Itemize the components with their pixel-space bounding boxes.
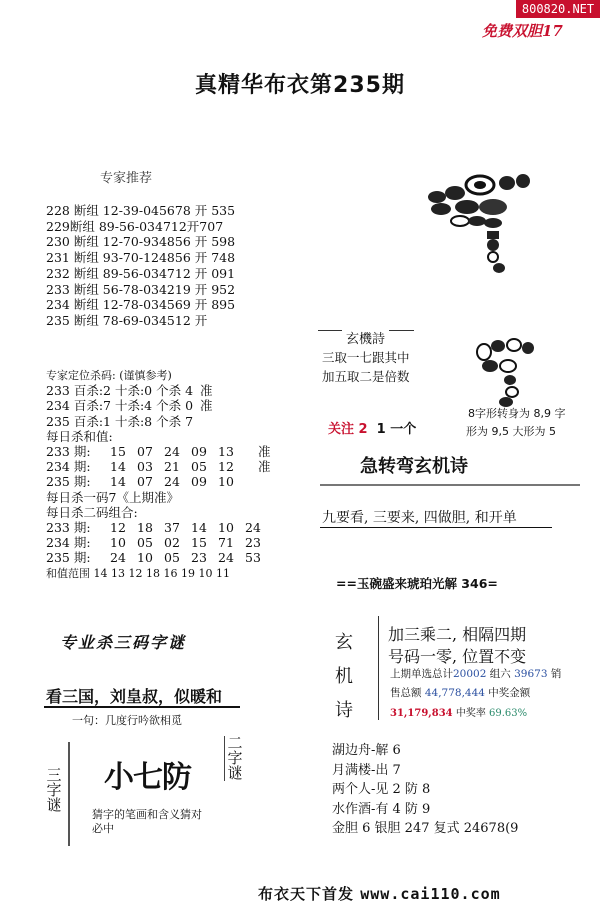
history-row: 231 断组 93-70-124856 开 748: [46, 250, 236, 266]
bowl-line: ==玉碗盛来琥珀光解 346=: [336, 576, 498, 591]
history-list: [46, 203, 235, 329]
riddle-main: 小七防: [104, 760, 191, 795]
range-row: 和值范围 14 13 12 18 16 19 10 11: [46, 566, 230, 580]
poem-line: 号码一零, 位置不变: [388, 647, 527, 666]
kill3-title: 专业杀三码字谜: [60, 633, 187, 652]
history-row: 233 断组 56-78-034219 开 952: [46, 281, 236, 297]
tally-line: 上期单选总计20002 组六 39673 销: [390, 668, 562, 680]
sum-row: 233 期: 15 07 24 09 13 准: [46, 444, 271, 460]
clue-item: 水作酒-有 4 防 9: [332, 801, 431, 817]
xuanji-title: 玄機詩: [342, 328, 389, 347]
sum-row: 234 期: 14 03 21 05 12 准: [46, 459, 271, 475]
clue-item: 金胆 6 银胆 247 复式 24678(9: [332, 821, 519, 836]
footer-link[interactable]: www.cai110.com: [360, 885, 501, 903]
poem-line: 加三乘二, 相隔四期: [388, 625, 527, 644]
kill-stats: [46, 368, 272, 581]
promo-text: 免费双胆17: [482, 22, 563, 40]
tally-line: 售总额 44,778,444 中奖金额: [390, 687, 531, 699]
divider: [378, 616, 379, 720]
clue-item: 月满楼-出 7: [332, 762, 401, 778]
two-row: 234 期: 10 05 02 15 71 23: [46, 535, 261, 551]
footer: 布衣天下首发 www.cai110.com: [258, 885, 501, 903]
xuanji-line: 加五取二是倍数: [322, 369, 410, 384]
follow-line: 关注 2 1 一个: [328, 422, 417, 437]
kill-heading: 专家定位杀码: (谨慎参考): [46, 369, 172, 382]
riddle-hint: 一句：几度行吟欲相觅: [72, 714, 182, 727]
tally-line: 31,179,834 中奖率 69.63%: [390, 708, 528, 719]
two-heading: 每日杀二码组合:: [46, 504, 138, 520]
kill-row: 234 百杀:7 十杀:4 个杀 0 准: [46, 398, 213, 414]
history-row: 235 断组 78-69-034512 开: [46, 312, 208, 328]
sharp-turn-title: 急转弯玄机诗: [360, 456, 468, 477]
two-row: 235 期: 24 10 05 23 24 53: [46, 550, 261, 566]
clue-item: 两个人-见 2 防 8: [332, 782, 431, 797]
history-row: 229断组 89-56-034712开707: [46, 218, 224, 234]
sanguo-riddle: 看三国，刘皇叔，似暖和: [46, 687, 223, 706]
history-row: 234 断组 12-78-034569 开 895: [46, 297, 236, 313]
sum-heading: 每日杀和值:: [46, 428, 113, 444]
sum-row: 235 期: 14 07 24 09 10: [46, 474, 234, 490]
history-row: 228 断组 12-39-045678 开 535: [46, 203, 236, 218]
divider: [44, 706, 240, 708]
clue-item: 湖边舟-解 6: [332, 743, 401, 758]
divider: [320, 527, 552, 528]
clue-list: [332, 741, 518, 839]
shape-drawing-nine: [466, 336, 546, 408]
riddle-note: 猜字的笔画和含义猜对必中: [92, 808, 202, 835]
xuanji-line: 三取一七跟其中: [322, 350, 410, 365]
shape-note: 形为 9,5 大形为 5: [466, 425, 556, 438]
expert-header: 专家推荐: [100, 171, 153, 186]
shape-note: 8字形转身为 8,9 字: [468, 407, 566, 420]
kill-row: 233 百杀:2 十杀:0 个杀 4 准: [46, 383, 213, 399]
site-badge[interactable]: 800820.NET: [516, 0, 600, 18]
one-code: 每日杀一码7《上期准》: [46, 489, 179, 505]
riddle-vert-right: 二字谜: [224, 736, 243, 781]
page-title: 真精华布衣第235期: [195, 73, 405, 98]
nine-line: 九要看, 三要来, 四做胆, 和开单: [322, 510, 517, 526]
two-row: 233 期: 12 18 37 14 10 24: [46, 520, 261, 536]
divider: [320, 484, 580, 486]
history-row: 230 断组 12-70-934856 开 598: [46, 234, 236, 250]
shape-drawing-top: [415, 165, 535, 275]
history-row: 232 断组 89-56-034712 开 091: [46, 265, 236, 281]
riddle-vert-left: 三字谜: [46, 766, 62, 814]
kill-row: 235 百杀:1 十杀:8 个杀 7: [46, 413, 194, 429]
xuanji-vert-title: 玄 机 诗: [335, 632, 353, 721]
